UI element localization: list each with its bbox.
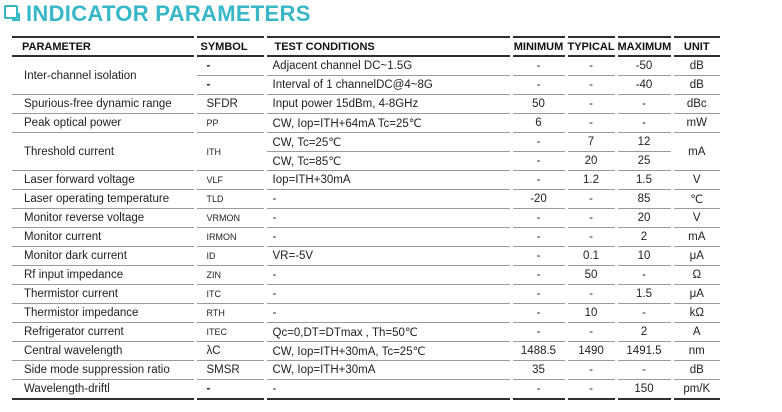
cell-maximum: 10	[616, 247, 672, 266]
cell-typical: -	[566, 380, 616, 400]
cell-maximum: 12	[616, 133, 672, 152]
cell-minimum: -	[511, 133, 566, 152]
cell-test-condition: CW, Iop=ITH+30mA	[265, 361, 511, 380]
cell-parameter: Rf input impedance	[12, 266, 195, 285]
cell-maximum: 2	[616, 228, 672, 247]
cell-test-condition: Qc=0,DT=DTmax , Th=50℃	[265, 323, 511, 342]
cell-parameter: Wavelength-driftl	[12, 380, 195, 400]
cell-maximum: 20	[616, 209, 672, 228]
cell-symbol: VLF	[195, 171, 265, 190]
cell-test-condition: CW, Tc=25℃	[265, 133, 511, 152]
cell-maximum: 2	[616, 323, 672, 342]
cell-symbol: ITH	[195, 133, 265, 171]
cell-maximum: 1.5	[616, 285, 672, 304]
cell-maximum: -	[616, 266, 672, 285]
table-row	[12, 133, 720, 152]
cell-unit: pm/K	[672, 380, 720, 400]
cell-parameter: Refrigerator current	[12, 323, 195, 342]
cell-minimum: -	[511, 323, 566, 342]
cell-symbol: ITEC	[195, 323, 265, 342]
cell-minimum: -	[511, 247, 566, 266]
cell-test-condition: -	[265, 285, 511, 304]
cell-parameter: Thermistor current	[12, 285, 195, 304]
cell-parameter: Side mode suppression ratio	[12, 361, 195, 380]
column-header-minimum: MINIMUM	[511, 37, 566, 56]
cell-typical: -	[566, 76, 616, 95]
cell-unit: mW	[672, 114, 720, 133]
cell-minimum: -	[511, 266, 566, 285]
cell-typical: 1490	[566, 342, 616, 361]
cell-typical: 7	[566, 133, 616, 152]
cell-parameter: Central wavelength	[12, 342, 195, 361]
table-row	[12, 285, 720, 304]
cell-minimum: -	[511, 171, 566, 190]
cell-symbol: -	[195, 56, 265, 76]
cell-typical: 1.2	[566, 171, 616, 190]
column-header-test-conditions: TEST CONDITIONS	[265, 37, 511, 56]
cell-typical: -	[566, 228, 616, 247]
cell-parameter: Monitor reverse voltage	[12, 209, 195, 228]
cell-typical: 10	[566, 304, 616, 323]
cell-test-condition: -	[265, 380, 511, 400]
table-row	[12, 209, 720, 228]
cell-unit: dB	[672, 361, 720, 380]
cell-symbol: SMSR	[195, 361, 265, 380]
table-row	[12, 247, 720, 266]
cell-test-condition: -	[265, 304, 511, 323]
cell-test-condition: CW, Iop=ITH+30mA, Tc=25℃	[265, 342, 511, 361]
checkbox-icon	[4, 5, 18, 19]
cell-test-condition: -	[265, 190, 511, 209]
cell-typical: -	[566, 114, 616, 133]
table-header-row	[12, 37, 720, 56]
cell-maximum: -	[616, 361, 672, 380]
cell-parameter: Spurious-free dynamic range	[12, 95, 195, 114]
cell-test-condition: Interval of 1 channelDC@4~8G	[265, 76, 511, 95]
cell-symbol: IRMON	[195, 228, 265, 247]
cell-symbol: PP	[195, 114, 265, 133]
cell-maximum: 25	[616, 152, 672, 171]
cell-minimum: 6	[511, 114, 566, 133]
cell-symbol: ZIN	[195, 266, 265, 285]
table-row	[12, 304, 720, 323]
column-header-parameter: PARAMETER	[12, 37, 195, 56]
cell-test-condition: -	[265, 228, 511, 247]
cell-maximum: -	[616, 304, 672, 323]
cell-test-condition: VR=-5V	[265, 247, 511, 266]
cell-typical: -	[566, 285, 616, 304]
cell-unit: μA	[672, 285, 720, 304]
cell-symbol: TLD	[195, 190, 265, 209]
cell-unit: μA	[672, 247, 720, 266]
cell-unit: kΩ	[672, 304, 720, 323]
cell-unit: V	[672, 171, 720, 190]
parameters-table	[12, 36, 720, 400]
cell-parameter: Thermistor impedance	[12, 304, 195, 323]
cell-symbol: SFDR	[195, 95, 265, 114]
table-row	[12, 56, 720, 76]
cell-parameter: Monitor current	[12, 228, 195, 247]
cell-maximum: -	[616, 114, 672, 133]
table-row	[12, 266, 720, 285]
cell-maximum: -50	[616, 56, 672, 76]
cell-minimum: 50	[511, 95, 566, 114]
cell-typical: -	[566, 190, 616, 209]
cell-maximum: -	[616, 95, 672, 114]
cell-symbol: -	[195, 380, 265, 400]
cell-symbol: ID	[195, 247, 265, 266]
cell-unit: mA	[672, 133, 720, 171]
cell-typical: -	[566, 95, 616, 114]
column-header-maximum: MAXIMUM	[616, 37, 672, 56]
table-body	[12, 56, 720, 399]
cell-parameter: Laser operating temperature	[12, 190, 195, 209]
cell-minimum: -	[511, 209, 566, 228]
cell-typical: 50	[566, 266, 616, 285]
cell-maximum: 1.5	[616, 171, 672, 190]
cell-parameter: Peak optical power	[12, 114, 195, 133]
cell-parameter: Inter-channel isolation	[12, 56, 195, 95]
cell-test-condition: CW, Tc=85℃	[265, 152, 511, 171]
cell-unit: mA	[672, 228, 720, 247]
cell-minimum: 35	[511, 361, 566, 380]
cell-minimum: -	[511, 380, 566, 400]
cell-typical: 0.1	[566, 247, 616, 266]
cell-symbol: λC	[195, 342, 265, 361]
cell-parameter: Monitor dark current	[12, 247, 195, 266]
cell-maximum: -40	[616, 76, 672, 95]
cell-test-condition: Adjacent channel DC~1.5G	[265, 56, 511, 76]
cell-unit: A	[672, 323, 720, 342]
cell-test-condition: Input power 15dBm, 4-8GHz	[265, 95, 511, 114]
table-row	[12, 228, 720, 247]
column-header-typical: TYPICAL	[566, 37, 616, 56]
cell-typical: 20	[566, 152, 616, 171]
cell-symbol: VRMON	[195, 209, 265, 228]
cell-minimum: -	[511, 285, 566, 304]
cell-test-condition: CW, Iop=ITH+64mA Tc=25℃	[265, 114, 511, 133]
table-row	[12, 380, 720, 400]
cell-maximum: 150	[616, 380, 672, 400]
section-header	[0, 0, 782, 30]
cell-unit: nm	[672, 342, 720, 361]
cell-minimum: -20	[511, 190, 566, 209]
cell-maximum: 85	[616, 190, 672, 209]
cell-test-condition: Iop=ITH+30mA	[265, 171, 511, 190]
cell-minimum: -	[511, 56, 566, 76]
column-header-symbol: SYMBOL	[195, 37, 265, 56]
column-header-unit: UNIT	[672, 37, 720, 56]
table-row	[12, 171, 720, 190]
cell-symbol: RTH	[195, 304, 265, 323]
cell-unit: dB	[672, 76, 720, 95]
cell-symbol: ITC	[195, 285, 265, 304]
table-row	[12, 114, 720, 133]
cell-minimum: -	[511, 76, 566, 95]
table-row	[12, 95, 720, 114]
cell-parameter: Laser forward voltage	[12, 171, 195, 190]
cell-unit: Ω	[672, 266, 720, 285]
cell-minimum: -	[511, 304, 566, 323]
cell-minimum: -	[511, 228, 566, 247]
table-row	[12, 190, 720, 209]
cell-typical: -	[566, 56, 616, 76]
cell-minimum: -	[511, 152, 566, 171]
cell-test-condition: -	[265, 209, 511, 228]
cell-typical: -	[566, 323, 616, 342]
cell-maximum: 1491.5	[616, 342, 672, 361]
cell-parameter: Threshold current	[12, 133, 195, 171]
cell-unit: dB	[672, 56, 720, 76]
cell-test-condition: -	[265, 266, 511, 285]
cell-typical: -	[566, 209, 616, 228]
table-row	[12, 323, 720, 342]
cell-unit: dBc	[672, 95, 720, 114]
cell-minimum: 1488.5	[511, 342, 566, 361]
cell-typical: -	[566, 361, 616, 380]
table-row	[12, 342, 720, 361]
section-title: INDICATOR PARAMETERS	[26, 1, 311, 26]
table-row	[12, 361, 720, 380]
cell-unit: V	[672, 209, 720, 228]
cell-symbol: -	[195, 76, 265, 95]
cell-unit: ℃	[672, 190, 720, 209]
